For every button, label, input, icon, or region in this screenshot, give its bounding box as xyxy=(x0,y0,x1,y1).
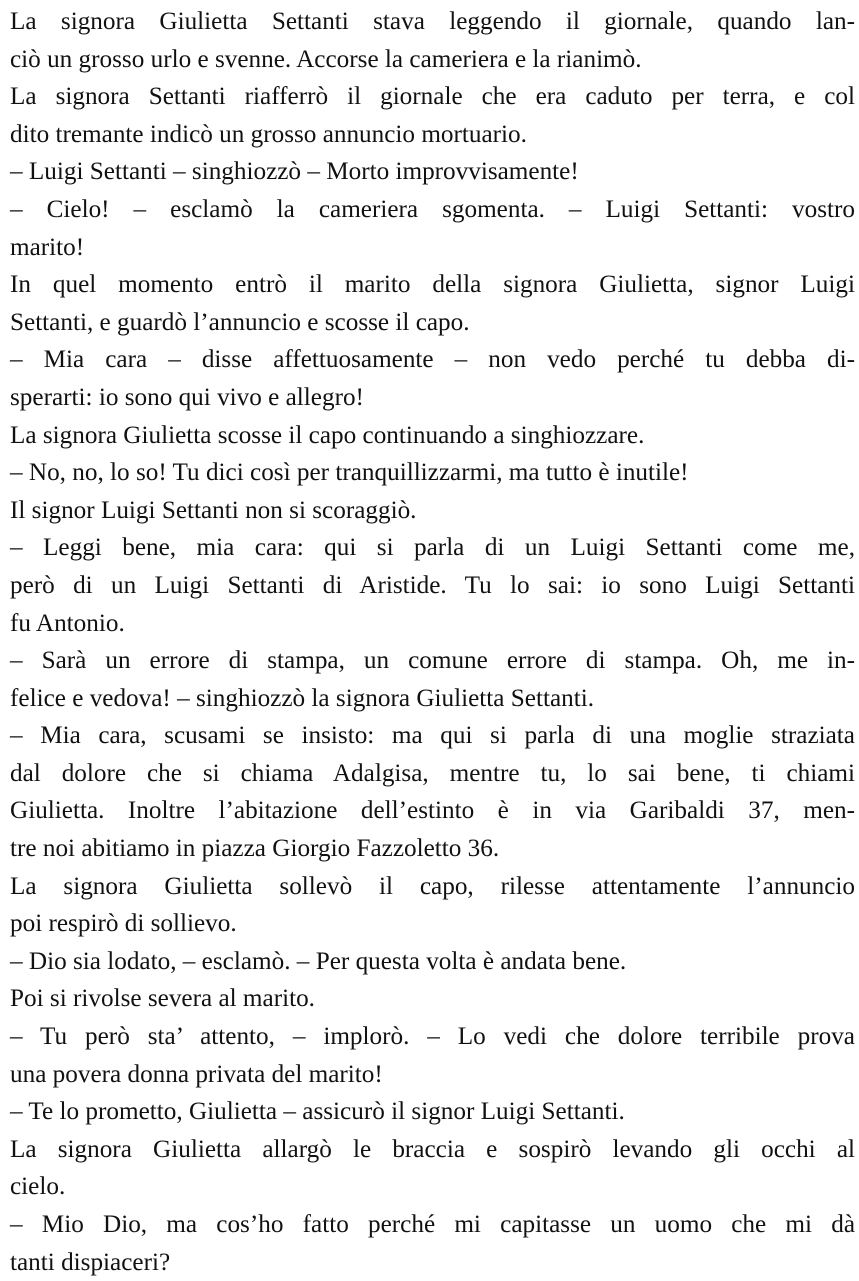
text-line: Il signor Luigi Settanti non si scoraggiò. xyxy=(10,496,417,524)
text-line: Giulietta. Inoltre l’abitazione dell’estinto è in via Garibaldi 37, men- xyxy=(10,797,855,825)
text-line: – Luigi Settanti – singhiozzò – Morto improvvisamente! xyxy=(10,158,579,186)
text-line: dal dolore che si chiama Adalgisa, mentre tu, lo sai bene, ti chiami xyxy=(10,759,855,787)
text-line: marito! xyxy=(10,233,85,261)
text-line: – Sarà un errore di stampa, un comune errore di stampa. Oh, me in- xyxy=(10,647,855,675)
text-line: sperarti: io sono qui vivo e allegro! xyxy=(10,383,364,411)
text-line: – Mia cara – disse affettuosamente – non vedo perché tu debba di- xyxy=(10,346,855,374)
text-line: – Te lo prometto, Giulietta – assicurò il signor Luigi Settanti. xyxy=(10,1098,625,1126)
text-line: cielo. xyxy=(10,1173,66,1201)
text-line: – Tu però sta’ attento, – implorò. – Lo vedi che dolore terribile prova xyxy=(10,1023,855,1051)
text-line: – Mio Dio, ma cos’ho fatto perché mi capitasse un uomo che mi dà xyxy=(10,1211,855,1238)
text-line: In quel momento entrò il marito della signora Giulietta, signor Luigi xyxy=(10,271,855,299)
text-line: una povera donna privata del marito! xyxy=(10,1060,383,1088)
text-line: La signora Giulietta Settanti stava leggendo il giornale, quando lan- xyxy=(10,8,855,35)
text-line: Poi si rivolse severa al marito. xyxy=(10,985,315,1013)
text-line: fu Antonio. xyxy=(10,609,125,637)
text-line: tre noi abitiamo in piazza Giorgio Fazzoletto 36. xyxy=(10,835,500,863)
text-line: La signora Giulietta scosse il capo continuando a singhiozzare. xyxy=(10,421,645,449)
text-line: La signora Settanti riafferrò il giornale che era caduto per terra, e col xyxy=(10,83,855,111)
text-line: però di un Luigi Settanti di Aristide. Tu lo sai: io sono Luigi Settanti xyxy=(10,571,855,599)
text-line: La signora Giulietta allargò le braccia e sospirò levando gli occhi al xyxy=(10,1135,855,1163)
text-line: – Cielo! – esclamò la cameriera sgomenta. – Luigi Settanti: vostro xyxy=(10,195,855,223)
text-line: ciò un grosso urlo e svenne. Accorse la cameriera e la rianimò. xyxy=(10,45,642,73)
text-line: – Dio sia lodato, – esclamò. – Per questa volta è andata bene. xyxy=(10,947,627,975)
text-line: Settanti, e guardò l’annuncio e scosse il capo. xyxy=(10,308,470,336)
text-line: – Leggi bene, mia cara: qui si parla di un Luigi Settanti come me, xyxy=(10,534,855,562)
text-line: La signora Giulietta sollevò il capo, rilesse attentamente l’annuncio xyxy=(10,872,855,900)
text-line: tanti dispiaceri? xyxy=(10,1248,171,1276)
story-text xyxy=(10,3,855,1281)
text-line: dito tremante indicò un grosso annuncio mortuario. xyxy=(10,120,527,148)
text-line: felice e vedova! – singhiozzò la signora Giulietta Settanti. xyxy=(10,684,595,712)
text-line: poi respirò di sollievo. xyxy=(10,910,237,938)
text-line: – No, no, lo so! Tu dici così per tranquillizzarmi, ma tutto è inutile! xyxy=(10,459,689,487)
text-line: – Mia cara, scusami se insisto: ma qui si parla di una moglie straziata xyxy=(10,722,855,750)
